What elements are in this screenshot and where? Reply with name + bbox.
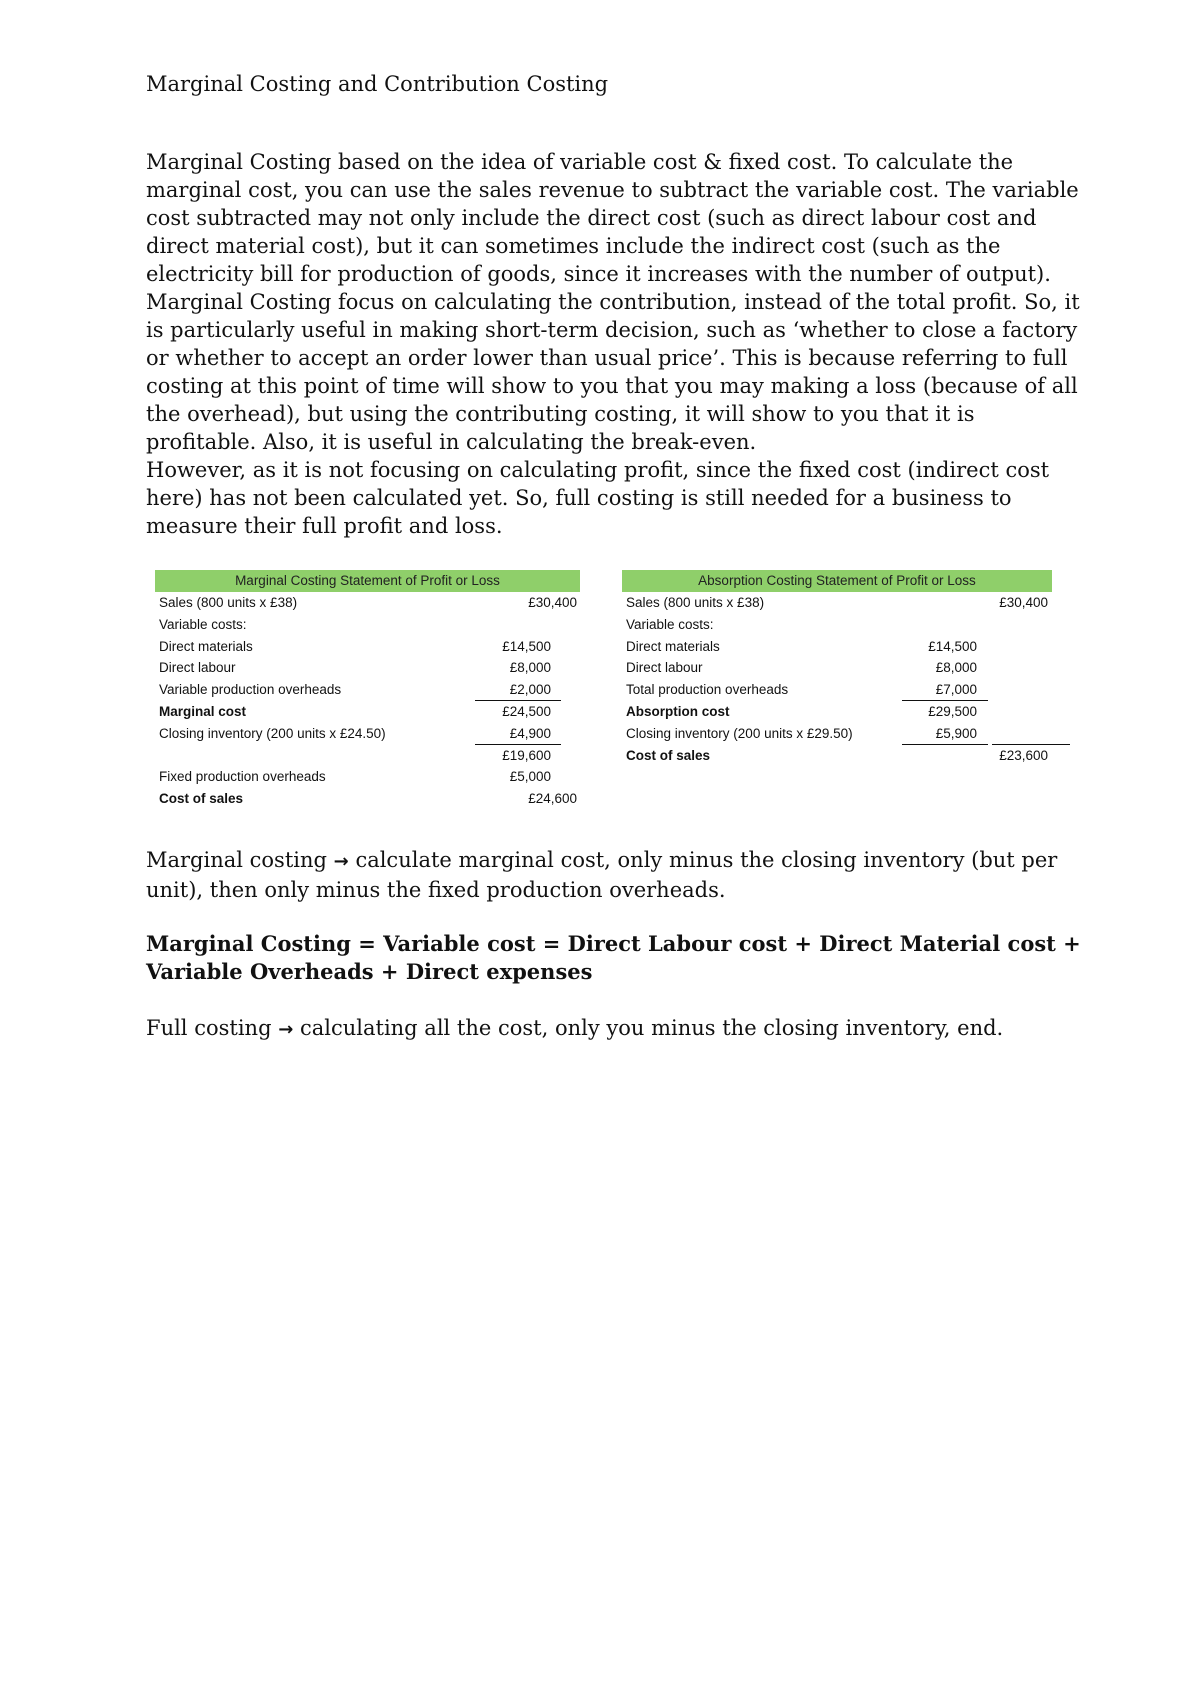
marginal-costing-formula: Marginal Costing = Variable cost = Direct Labour cost + Direct Material cost + Variable Overheads + Direct expenses — [146, 931, 1081, 984]
row-label: Direct labour — [159, 660, 236, 676]
statement-header: Marginal Costing Statement of Profit or Loss — [155, 570, 580, 592]
arrow-icon: → — [333, 851, 349, 872]
row-subtotal: £5,000 — [509, 769, 551, 785]
statement-row — [622, 679, 1052, 701]
statement-row — [155, 745, 580, 767]
row-label: Direct labour — [626, 660, 703, 676]
row-total: £30,400 — [528, 595, 577, 610]
row-label: Cost of sales — [159, 791, 244, 807]
statement-row — [155, 701, 580, 723]
statement-header: Absorption Costing Statement of Profit or Loss — [622, 570, 1052, 592]
statement-row — [622, 636, 1052, 658]
statement-row — [155, 614, 580, 636]
statement-row — [622, 745, 1052, 767]
statement-row — [622, 592, 1052, 614]
absorption-costing-statement — [622, 570, 1052, 766]
row-subtotal: £19,600 — [502, 747, 551, 763]
row-label: Marginal cost — [159, 703, 247, 719]
paragraph-marginal-costing-intro: Marginal Costing based on the idea of variable cost & fixed cost. To calculate the marginal cost, you can use the sales revenue to subtract the variable cost. The variable cost subtracted may not only include the direct cost (such as direct labour cost and direct material cost), but it can sometimes include the indirect cost (such as the electricity bill for production of goods, since it increases with the number of output). Marginal Costing focus on calculating the contribution, instead of the total profit. So, it is particularly useful in making short-term decision, such as ‘whether to close a factory or whether to accept an order lower than usual price’. This is because referring to full costing at this point of time will show to you that you may making a loss (because of all the overhead), but using the contributing costing, it will show to you that it is profitable. Also, it is useful in calculating the break-even. — [146, 150, 1080, 454]
arrow-icon: → — [278, 1019, 294, 1040]
row-label: Sales (800 units x £38) — [159, 595, 298, 610]
row-label: Variable production overheads — [159, 682, 342, 698]
row-label: Direct materials — [159, 638, 253, 654]
row-label: Direct materials — [626, 638, 720, 654]
row-label: Variable costs: — [626, 616, 714, 632]
row-label: Sales (800 units x £38) — [626, 595, 765, 610]
term-full-costing: Full costing — [146, 1016, 272, 1040]
row-total: £30,400 — [999, 595, 1048, 610]
row-subtotal: £4,900 — [509, 725, 551, 741]
paragraph-full-costing — [146, 1014, 1081, 1044]
statement-row — [155, 679, 580, 701]
row-subtotal: £8,000 — [509, 660, 551, 676]
row-label: Absorption cost — [626, 703, 730, 719]
row-label: Closing inventory (200 units x £24.50) — [159, 725, 386, 741]
row-total: £24,600 — [528, 791, 577, 807]
document-title: Marginal Costing and Contribution Costing — [146, 72, 609, 96]
row-subtotal: £2,000 — [509, 682, 551, 698]
marginal-costing-description: calculate marginal cost, only minus the closing inventory (but per unit), then only minus the fixed production overheads. — [146, 848, 1058, 902]
marginal-costing-statement — [155, 570, 580, 810]
statement-row — [622, 723, 1052, 745]
statement-row — [155, 636, 580, 658]
row-subtotal: £29,500 — [928, 703, 977, 719]
statement-row — [155, 657, 580, 679]
row-label: Fixed production overheads — [159, 769, 326, 785]
row-label: Variable costs: — [159, 616, 247, 632]
statement-row — [622, 614, 1052, 636]
row-total: £23,600 — [999, 747, 1048, 763]
statement-row — [155, 592, 580, 614]
full-costing-description: calculating all the cost, only you minus the closing inventory, end. — [299, 1016, 1004, 1040]
statement-row — [622, 701, 1052, 723]
row-subtotal: £24,500 — [502, 703, 551, 719]
statement-row — [155, 766, 580, 788]
paragraph-marginal-costing-steps — [146, 846, 1081, 904]
row-label: Cost of sales — [626, 747, 711, 763]
row-subtotal: £5,900 — [935, 725, 977, 741]
statement-row — [155, 723, 580, 745]
term-marginal-costing: Marginal costing — [146, 848, 327, 872]
row-subtotal: £14,500 — [928, 638, 977, 654]
paragraph-limitations: However, as it is not focusing on calculating profit, since the fixed cost (indirect cost here) has not been calculated yet. So, full costing is still needed for a business to measure their full profit and loss. — [146, 458, 1050, 538]
row-subtotal: £7,000 — [935, 682, 977, 698]
statement-row — [622, 657, 1052, 679]
row-label: Closing inventory (200 units x £29.50) — [626, 725, 853, 741]
row-label: Total production overheads — [626, 682, 789, 698]
statement-row — [155, 788, 580, 810]
row-subtotal: £14,500 — [502, 638, 551, 654]
row-subtotal: £8,000 — [935, 660, 977, 676]
